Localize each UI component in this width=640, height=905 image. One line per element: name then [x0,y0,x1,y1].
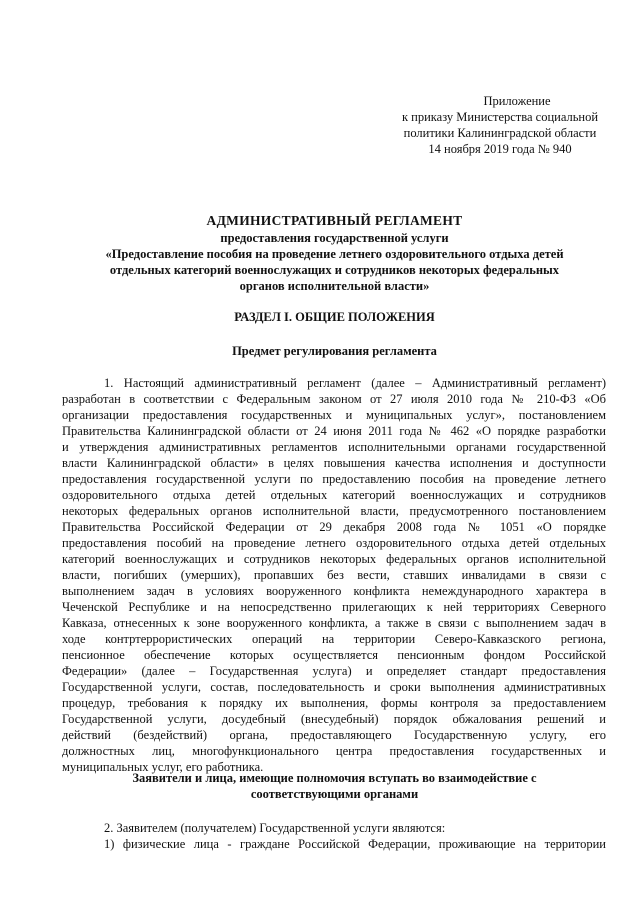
applicants-heading-line1: Заявители и лица, имеющие полномочия вступать во взаимодействие с [132,771,537,785]
paragraph-1-line: организации предоставления государственных и муниципальных услуг», постановлением [62,408,606,422]
paragraph-1-line: Государственной услуги, состав, последовательность и сроки выполнения административных [62,680,606,694]
appendix-ministry-line: политики Калининградской области [403,126,597,140]
regulation-subtitle: предоставления государственной услуги [220,231,449,245]
subject-heading-text: Предмет регулирования регламента [232,344,437,358]
appendix-order-line: к приказу Министерства социальной [401,110,599,124]
paragraph-1-line: Правительства Калининградской области от 24 июня 2011 года № 462 «О порядке разработки [62,424,606,438]
appendix-label: Приложение [483,94,551,108]
applicants-heading-line2: соответствующими органами [250,787,419,801]
paragraph-1-line: предоставления пособий на проведение летнего оздоровительного отдыха детей отдельных [62,536,606,550]
paragraph-1-line: некоторых федеральных органов исполнительной власти, предусмотренного постановлением [62,504,606,518]
regulation-service-name-line2: отдельных категорий военнослужащих и сотрудников некоторых федеральных [109,263,560,277]
paragraph-1-line: процедур, требования к порядку их выполнения, формы контроля за предоставлением [62,696,606,710]
paragraph-1 [62,375,606,775]
paragraph-1-line: категорий военнослужащих и сотрудников некоторых федеральных органов исполнительной [62,552,606,566]
paragraph-1-line: разработан в соответствии с Федеральным законом от 27 июля 2010 года № 210-ФЗ «Об [62,392,606,406]
paragraph-1-line: 1. Настоящий административный регламент (далее – Административный регламент) [104,376,606,390]
paragraph-1-line: ходе контртеррористических операций на территории Северо-Кавказского региона, [62,632,606,646]
applicants-heading [62,770,607,802]
section-heading [62,309,607,325]
paragraph-1-line: и утверждения административных регламентов исполнительными органами государственной [62,440,606,454]
section-heading-text: РАЗДЕЛ I. ОБЩИЕ ПОЛОЖЕНИЯ [234,310,435,324]
subject-heading [62,343,607,359]
appendix-block [380,93,620,157]
paragraph-1-line: власти Калининградской области» в целях повышения качества исполнения и доступности [62,456,606,470]
paragraph-1-line: власти, погибших (умерших), пропавших без вести, ставших инвалидами в связи с [62,568,606,582]
paragraph-1-line: Кавказа, отнесенных к зоне вооруженного конфликта, а также в связи с выполнением задач в [62,616,606,630]
appendix-date-line: 14 ноября 2019 года № 940 [428,142,572,156]
paragraph-1-line: пенсионное обеспечение которых осуществляется пенсионным фондом Российской [62,648,606,662]
paragraph-2-intro: 2. Заявителем (получателем) Государственной услуги являются: [104,821,446,835]
paragraph-1-line: предоставления государственной услуги по предоставлению пособия на проведение летнего [62,472,606,486]
regulation-title: АДМИНИСТРАТИВНЫЙ РЕГЛАМЕНТ [206,213,463,228]
paragraph-1-line: Федерации» (далее – Государственная услуга) и определяет стандарт предоставления [62,664,606,678]
regulation-service-name-line1: «Предоставление пособия на проведение летнего оздоровительного отдыха детей [105,247,564,261]
paragraph-1-line: выполнением задач в условиях вооруженного конфликта немеждународного характера в [62,584,606,598]
paragraph-1-line: Государственной услуги, досудебный (внесудебный) порядок обжалования решений и [62,712,606,726]
regulation-service-name-line3: органов исполнительной власти» [239,279,430,293]
paragraph-2-item-1: 1) физические лица - граждане Российской Федерации, проживающие на территории [104,837,606,851]
regulation-title-block [62,213,607,294]
paragraph-1-line: муниципальных услуг, его работника. [62,760,264,774]
paragraph-1-line: действий (бездействий) органа, предоставляющего Государственную услугу, его [62,728,606,742]
paragraph-1-line: Чеченской Республике и на непосредственно прилегающих к ней территориях Северного [62,600,606,614]
paragraph-1-line: Правительства Российской Федерации от 29 декабря 2008 года № 1051 «О порядке [62,520,606,534]
paragraph-1-line: оздоровительного отдыха детей отдельных категорий военнослужащих и сотрудников [62,488,606,502]
paragraph-1-line: должностных лиц, многофункционального центра предоставления государственных и [62,744,606,758]
